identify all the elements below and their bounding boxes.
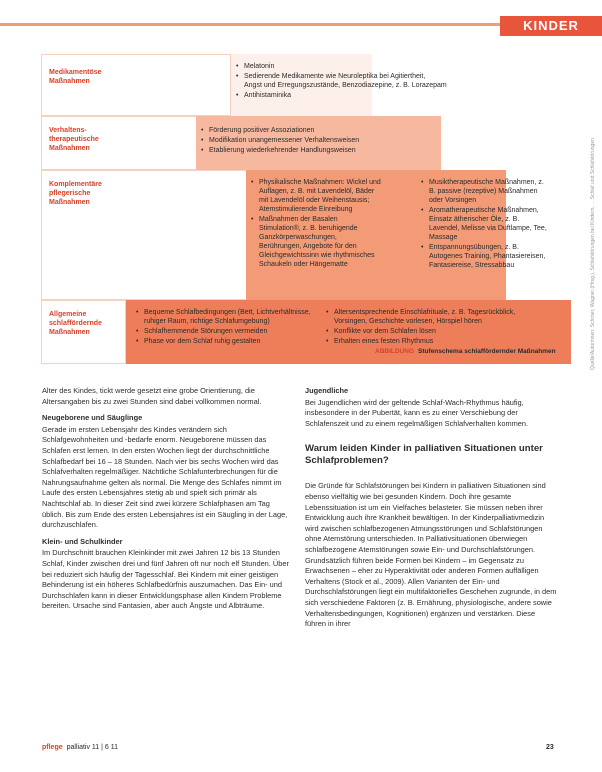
caption-text: Stufenschema schlaffördernder Maßnahmen <box>418 348 556 355</box>
tier-complementary <box>41 170 547 300</box>
tier-behavioral <box>41 116 441 170</box>
page-number: 23 <box>546 744 554 751</box>
list-item: • Aromatherapeutische Maßnahmen, Einsatz ätherischer Öle, z. B. Lavendel, Melisse via Duftlampe, Tee, Massage <box>421 206 551 242</box>
footer-journal <box>42 744 118 751</box>
list-item: • Altersentsprechende Einschlafrituale, z. B. Tagesrückblick, Vorsingen, Geschichte vorlesen, Hörspiel hören <box>326 308 541 326</box>
tier-list <box>236 62 496 101</box>
header-rule <box>0 23 500 26</box>
tier-list <box>136 308 316 347</box>
teens-paragraph: Bei Jugendlichen wird der geltende Schlaf-Wach-Rhythmus häufig, insbesondere in der Pubertät, kann es zu einer Verschiebung der Schlafenszeit und zu einem regelmäßigen Schlafverhalten kommen. <box>305 397 529 428</box>
list-item: • Physikalische Maßnahmen: Wickel und Auflagen, z. B. mit Lavendelöl, Bäder mit Lavendelöl oder Weihenstausis; Atemstimulierende Einreibung <box>251 178 381 214</box>
tier-list <box>421 178 551 271</box>
tier-label: Komplementäre pflegerische Maßnahmen <box>49 181 102 206</box>
section-heading: Warum leiden Kinder in palliativen Situationen unter Schlafproblemen? <box>305 443 543 467</box>
subheading-newborn: Neugeborene und Säuglinge <box>42 413 143 423</box>
list-item: • Modifikation unangemessener Verhaltensweisen <box>201 136 431 145</box>
tier-label: Allgemeine schlaffördernde Maßnahmen <box>49 311 102 336</box>
section-header-bar <box>0 16 602 36</box>
why-paragraph: Die Gründe für Schlafstörungen bei Kindern in palliativen Situationen sind ebenso vielfältig wie bei gesunden Kindern. Doch ihre gesamte Lebenssituation ist um ein Vielfaches belasteter. Sie müssen neben ihrer Entwicklung auch ihre Krankheit bewältigen. In der Kinderpalliativmedizin wird zwischen schlafbezogenen Atmungsstörungen und Schlafstörungen ohne Atemstörung unterschieden. In Palliativsituationen überwiegen schlafbezogene Atemstörungen sowie Ein- und Durchschlafstörungen. Grundsätzlich führen beide Formen bei Kindern – im Gegensatz zu Erwachsenen – eher zu Hyperaktivität oder anderen Formen auffälligen Verhaltens (Stock et al., 2009). Allen Varianten der Ein- und Durchschlafstörungen liegt ein multifaktorielles Geschehen zugrunde, in dem sich verschiedene Faktoren (z. B. Ernährung, physiologische, andere sowie Verhaltensbedingungen, Kognitionen) ergänzen und verstärken. Diese führen in ihrer <box>305 481 557 629</box>
tier-list <box>201 126 431 156</box>
list-item: • Sedierende Medikamente wie Neuroleptika bei Agitiertheit, Angst und Erregungszustände, Benzodiazepine, z. B. Lorazepam <box>236 72 496 90</box>
subheading-small-children: Klein- und Schulkinder <box>42 536 123 546</box>
figure-credit: Quelle/Autorinnen: Schröer, Wagner (Hrsg.), Schlafstörungen bei Kindern, ... Schlaf und Schlafstörungen <box>590 138 596 370</box>
footer-brand: pflege <box>42 744 63 751</box>
list-item: • Erhalten eines festen Rhythmus <box>326 337 541 346</box>
subheading-teens: Jugendliche <box>305 386 349 395</box>
left-text-column <box>42 386 292 612</box>
section-tag: KINDER <box>500 16 602 36</box>
list-item: • Musiktherapeutische Maßnahmen, z. B. passive (rezeptive) Maßnahmen oder Vorsingen <box>421 178 551 205</box>
tier-medication <box>41 54 447 116</box>
figure-caption <box>375 348 556 355</box>
footer-issue: palliativ 11 | 6 11 <box>66 744 118 751</box>
measures-pyramid-figure <box>41 54 571 354</box>
tier-list <box>326 308 541 347</box>
tier-list <box>251 178 381 270</box>
caption-key: ABBILDUNG <box>375 348 414 355</box>
list-item: • Phase vor dem Schlaf ruhig gestalten <box>136 337 316 346</box>
list-item: • Förderung positiver Assoziationen <box>201 126 431 135</box>
list-item: • Entspannungsübungen, z. B. Autogenes Training, Phantasiereisen, Fantasiereise, Stressabbau <box>421 243 551 270</box>
list-item: • Melatonin <box>236 62 496 71</box>
list-item: • Antihistaminika <box>236 91 496 100</box>
list-item: • Maßnahmen der Basalen Stimulation®, z. B. beruhigende Ganzkörperwaschungen, Berührungen, Angebote für den Gleichgewichtssinn wie rhythmisches Schaukeln oder Hängematte <box>251 215 381 269</box>
list-item: • Bequeme Schlafbedingungen (Bett, Lichtverhältnisse, ruhiger Raum, richtige Schlafumgebung) <box>136 308 316 326</box>
right-text-column <box>305 386 557 630</box>
list-item: • Etablierung wiederkehrender Handlungsweisen <box>201 146 431 155</box>
tier-label: Verhaltens- therapeutische Maßnahmen <box>49 127 99 152</box>
tier-label: Medikamentöse Maßnahmen <box>49 69 102 85</box>
newborn-paragraph: Gerade im ersten Lebensjahr des Kindes verändern sich Schlafgewohnheiten und -bedarfe enorm. Neugeborene müssen das Schlafen erst lernen. In den ersten Wochen liegt der durchschnittliche Schlafbedarf bei 16 – 18 Stunden. Nach vier bis sechs Wochen wird das Schlafverhalten regelmäßiger. Nächtliche Schlafunterbrechungen für die Nahrungsaufnahme gelten als normal. Die Menge des Schlafes nimmt im Laufe des ersten Lebensjahres stetig ab und spielt sich primär als Nachtschlaf ab. In dieser Zeit sind zwei kürzere Schlafphasen am Tag üblich. Bis zum Ende des ersten Lebensjahres ist ein Säugling in der Lage, durchzuschlafen. <box>42 424 288 530</box>
intro-paragraph: Alter des Kindes, tickt werde gesetzt eine grobe Orientierung, die Altersangaben bis zu zwei Stunden sind dabei vollkommen normal. <box>42 386 262 406</box>
small-children-paragraph: Im Durchschnitt brauchen Kleinkinder mit zwei Jahren 12 bis 13 Stunden Schlaf, Kinder zwischen drei und fünf Jahren oft nur noch elf Stunden. Über bei reduziert sich häufig der Tagesschlaf. Bei Kindern mit einer geistigen Behinderung ist ein höheres Schlafbedürfnis auszumachen. Das Ein- und Durchschlafen kann in dieser Entwicklungsphase allen Kindern Probleme bereiten. Ursache sind Fantasien, aber auch Ängste und Albträume. <box>42 548 289 611</box>
list-item: • Konflikte vor dem Schlafen lösen <box>326 327 541 336</box>
list-item: • Schlafhemmende Störungen vermeiden <box>136 327 316 336</box>
